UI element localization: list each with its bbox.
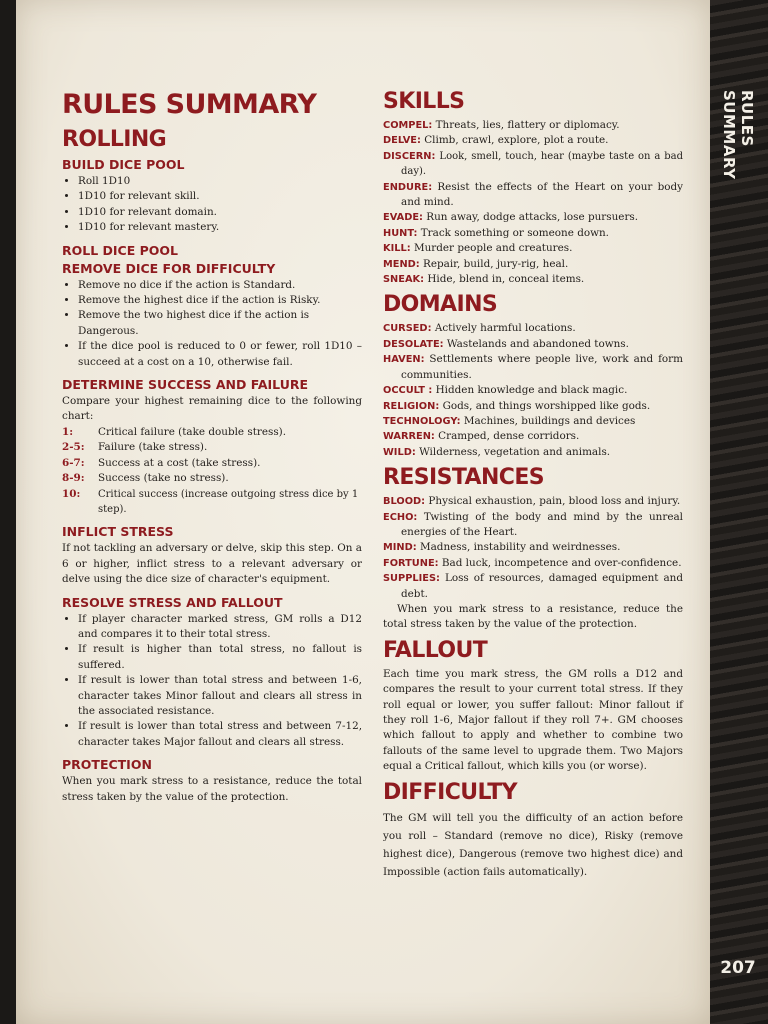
term: HUNT: <box>383 227 418 239</box>
list-item <box>383 149 683 180</box>
chart-value: Failure (take stress). <box>98 441 208 454</box>
build-dice-pool-heading: BUILD DICE POOL <box>62 157 185 172</box>
list-item <box>383 321 683 336</box>
rolling-heading: ROLLING <box>62 127 167 152</box>
list-item: • Roll 1D10 <box>78 174 362 189</box>
list-item <box>383 571 683 602</box>
resistances-list <box>383 494 683 602</box>
definition: Cramped, dense corridors. <box>438 430 580 443</box>
term: HAVEN: <box>383 354 425 366</box>
roll-dice-pool-heading: ROLL DICE POOL <box>62 242 179 258</box>
list-item: • 1D10 for relevant mastery. <box>78 220 362 235</box>
chart-value: Success (take no stress). <box>98 472 229 485</box>
fallout-heading: FALLOUT <box>383 637 488 663</box>
determine-intro: Compare your highest remaining dice to the following chart: <box>62 395 362 423</box>
skills-heading: SKILLS <box>383 89 465 114</box>
list-item: • 1D10 for relevant domain. <box>78 205 362 220</box>
resistances-heading: RESISTANCES <box>383 465 544 491</box>
term: ENDURE: <box>383 181 433 193</box>
list-item: • If result is lower than total stress and between 1-6, character takes Minor fallout and clears all stress in the associated resistance. <box>78 673 362 719</box>
definition: Look, smell, touch, hear (maybe taste on a bad day). <box>401 150 683 178</box>
term: MEND: <box>383 258 420 270</box>
chart-key: 6-7: <box>62 456 85 469</box>
chart-value: Critical success (increase outgoing stress dice by 1 step). <box>98 488 359 515</box>
chart-value: Critical failure (take double stress). <box>98 425 287 438</box>
skills-list <box>383 118 683 287</box>
term: FORTUNE: <box>383 557 439 569</box>
term: DISCERN: <box>383 150 436 162</box>
list-item <box>383 241 683 256</box>
domains-heading: DOMAINS <box>383 292 498 318</box>
list-item <box>383 510 683 541</box>
resolve-stress-heading: RESOLVE STRESS AND FALLOUT <box>62 594 283 610</box>
list-item: • 1D10 for relevant skill. <box>78 189 362 204</box>
protection-text: When you mark stress to a resistance, reduce the total stress taken by the value of the protection. <box>62 775 362 803</box>
definition: Hidden knowledge and black magic. <box>435 384 628 397</box>
term: EVADE: <box>383 212 423 224</box>
determine-success-heading: DETERMINE SUCCESS AND FAILURE <box>62 377 309 393</box>
list-item: • Remove the highest dice if the action is Risky. <box>78 293 362 308</box>
resistances-note: When you mark stress to a resistance, reduce the total stress taken by the value of the protection. <box>383 602 683 631</box>
list-item <box>383 494 683 509</box>
list-item <box>383 383 683 398</box>
list-item <box>383 556 683 571</box>
left-column <box>62 88 362 805</box>
definition: Loss of resources, damaged equipment and debt. <box>401 572 683 600</box>
inflict-stress-heading: INFLICT STRESS <box>62 524 174 540</box>
build-dice-list <box>62 174 362 236</box>
list-item <box>383 180 683 211</box>
side-tab <box>718 90 758 240</box>
chart-key: 8-9: <box>62 472 85 485</box>
definition: Bad luck, incompetence and over-confidence. <box>441 556 682 569</box>
chart-value: Success at a cost (take stress). <box>98 456 261 469</box>
term: CURSED: <box>383 323 432 335</box>
remove-dice-list <box>62 278 362 370</box>
difficulty-text: The GM will tell you the difficulty of an action before you roll – Standard (remove no dice), Risky (remove highest dice), Dangerous (remove two highest dice) and Impossible (action fails automatically). <box>383 811 683 879</box>
list-item <box>383 337 683 352</box>
chart-key: 1: <box>62 425 74 438</box>
term: KILL: <box>383 243 411 255</box>
definition: Settlements where people live, work and form communities. <box>401 353 683 381</box>
definition: Actively harmful locations. <box>434 322 576 335</box>
list-item <box>383 352 683 383</box>
term: COMPEL: <box>383 120 433 131</box>
definition: Madness, instability and weirdnesses. <box>419 541 621 554</box>
term: MIND: <box>383 542 417 554</box>
domains-list <box>383 321 683 460</box>
list-item <box>383 210 683 225</box>
definition: Resist the effects of the Heart on your body and mind. <box>401 180 683 209</box>
list-item <box>383 257 683 272</box>
remove-dice-heading: REMOVE DICE FOR DIFFICULTY <box>62 260 276 276</box>
list-item <box>383 226 683 241</box>
definition: Wastelands and abandoned towns. <box>446 337 629 350</box>
list-item <box>383 414 683 429</box>
list-item: • If result is higher than total stress, no fallout is suffered. <box>78 642 362 673</box>
list-item <box>383 429 683 444</box>
chart-key: 2-5: <box>62 441 85 454</box>
definition: Threats, lies, flattery or diplomacy. <box>435 119 620 131</box>
inflict-stress-text: If not tackling an adversary or delve, skip this step. On a 6 or higher, inflict stress to a relevant adversary or delve using the dice size of character's equipment. <box>62 542 362 586</box>
definition: Run away, dodge attacks, lose pursuers. <box>426 211 639 224</box>
definition: Twisting of the body and mind by the unreal energies of the Heart. <box>401 510 683 538</box>
list-item <box>383 272 683 287</box>
page-title: RULES SUMMARY <box>62 89 317 120</box>
term: DESOLATE: <box>383 338 444 350</box>
right-column <box>383 88 683 881</box>
protection-heading: PROTECTION <box>62 757 152 773</box>
list-item: • If the dice pool is reduced to 0 or fewer, roll 1D10 – succeed at a cost on a 10, otherwise fail. <box>78 339 362 370</box>
difficulty-heading: DIFFICULTY <box>383 779 518 805</box>
resolve-stress-list <box>62 612 362 751</box>
list-item: • Remove no dice if the action is Standard. <box>78 278 362 293</box>
difficulty-section <box>383 779 683 882</box>
term: SUPPLIES: <box>383 573 440 585</box>
term: WILD: <box>383 446 416 458</box>
list-item <box>383 399 683 414</box>
definition: Murder people and creatures. <box>413 242 573 255</box>
definition: Hide, blend in, conceal items. <box>427 273 585 286</box>
list-item <box>383 540 683 555</box>
page-number: 207 <box>720 958 756 978</box>
fallout-text: Each time you mark stress, the GM rolls a D12 and compares the result to your current total stress. If they roll equal or lower, you suffer fallout: Minor fallout if they roll 1-6, Major fallout if they roll 7+. GM chooses which fallout to apply and whether to combine two fallouts of the same level to upgrade them. Two Majors equal a Critical fallout, which kills you (or worse). <box>383 667 683 773</box>
term: SNEAK: <box>383 274 425 286</box>
definition: Track something or someone down. <box>420 226 609 239</box>
list-item: • Remove the two highest dice if the action is Dangerous. <box>78 308 362 339</box>
definition: Physical exhaustion, pain, blood loss and injury. <box>428 495 681 508</box>
term: DELVE: <box>383 135 421 147</box>
definition: Climb, crawl, explore, plot a route. <box>424 134 609 147</box>
list-item <box>383 118 683 133</box>
term: ECHO: <box>383 511 418 523</box>
definition: Gods, and things worshipped like gods. <box>442 399 651 412</box>
term: BLOOD: <box>383 496 426 508</box>
term: TECHNOLOGY: <box>383 415 461 427</box>
term: OCCULT : <box>383 385 433 397</box>
list-item <box>383 133 683 148</box>
term: RELIGION: <box>383 400 440 412</box>
definition: Repair, build, jury-rig, heal. <box>423 257 569 270</box>
definition: Machines, buildings and devices <box>463 414 636 427</box>
definition: Wilderness, vegetation and animals. <box>419 445 611 458</box>
term: WARREN: <box>383 431 435 443</box>
side-tab-label: RULES SUMMARY <box>720 90 756 180</box>
list-item <box>383 445 683 460</box>
chart-key: 10: <box>62 487 81 500</box>
list-item: • If player character marked stress, GM rolls a D12 and compares it to their total stress. <box>78 612 362 643</box>
result-chart <box>62 425 362 517</box>
list-item: • If result is lower than total stress and between 7-12, character takes Major fallout and clears all stress. <box>78 719 362 750</box>
